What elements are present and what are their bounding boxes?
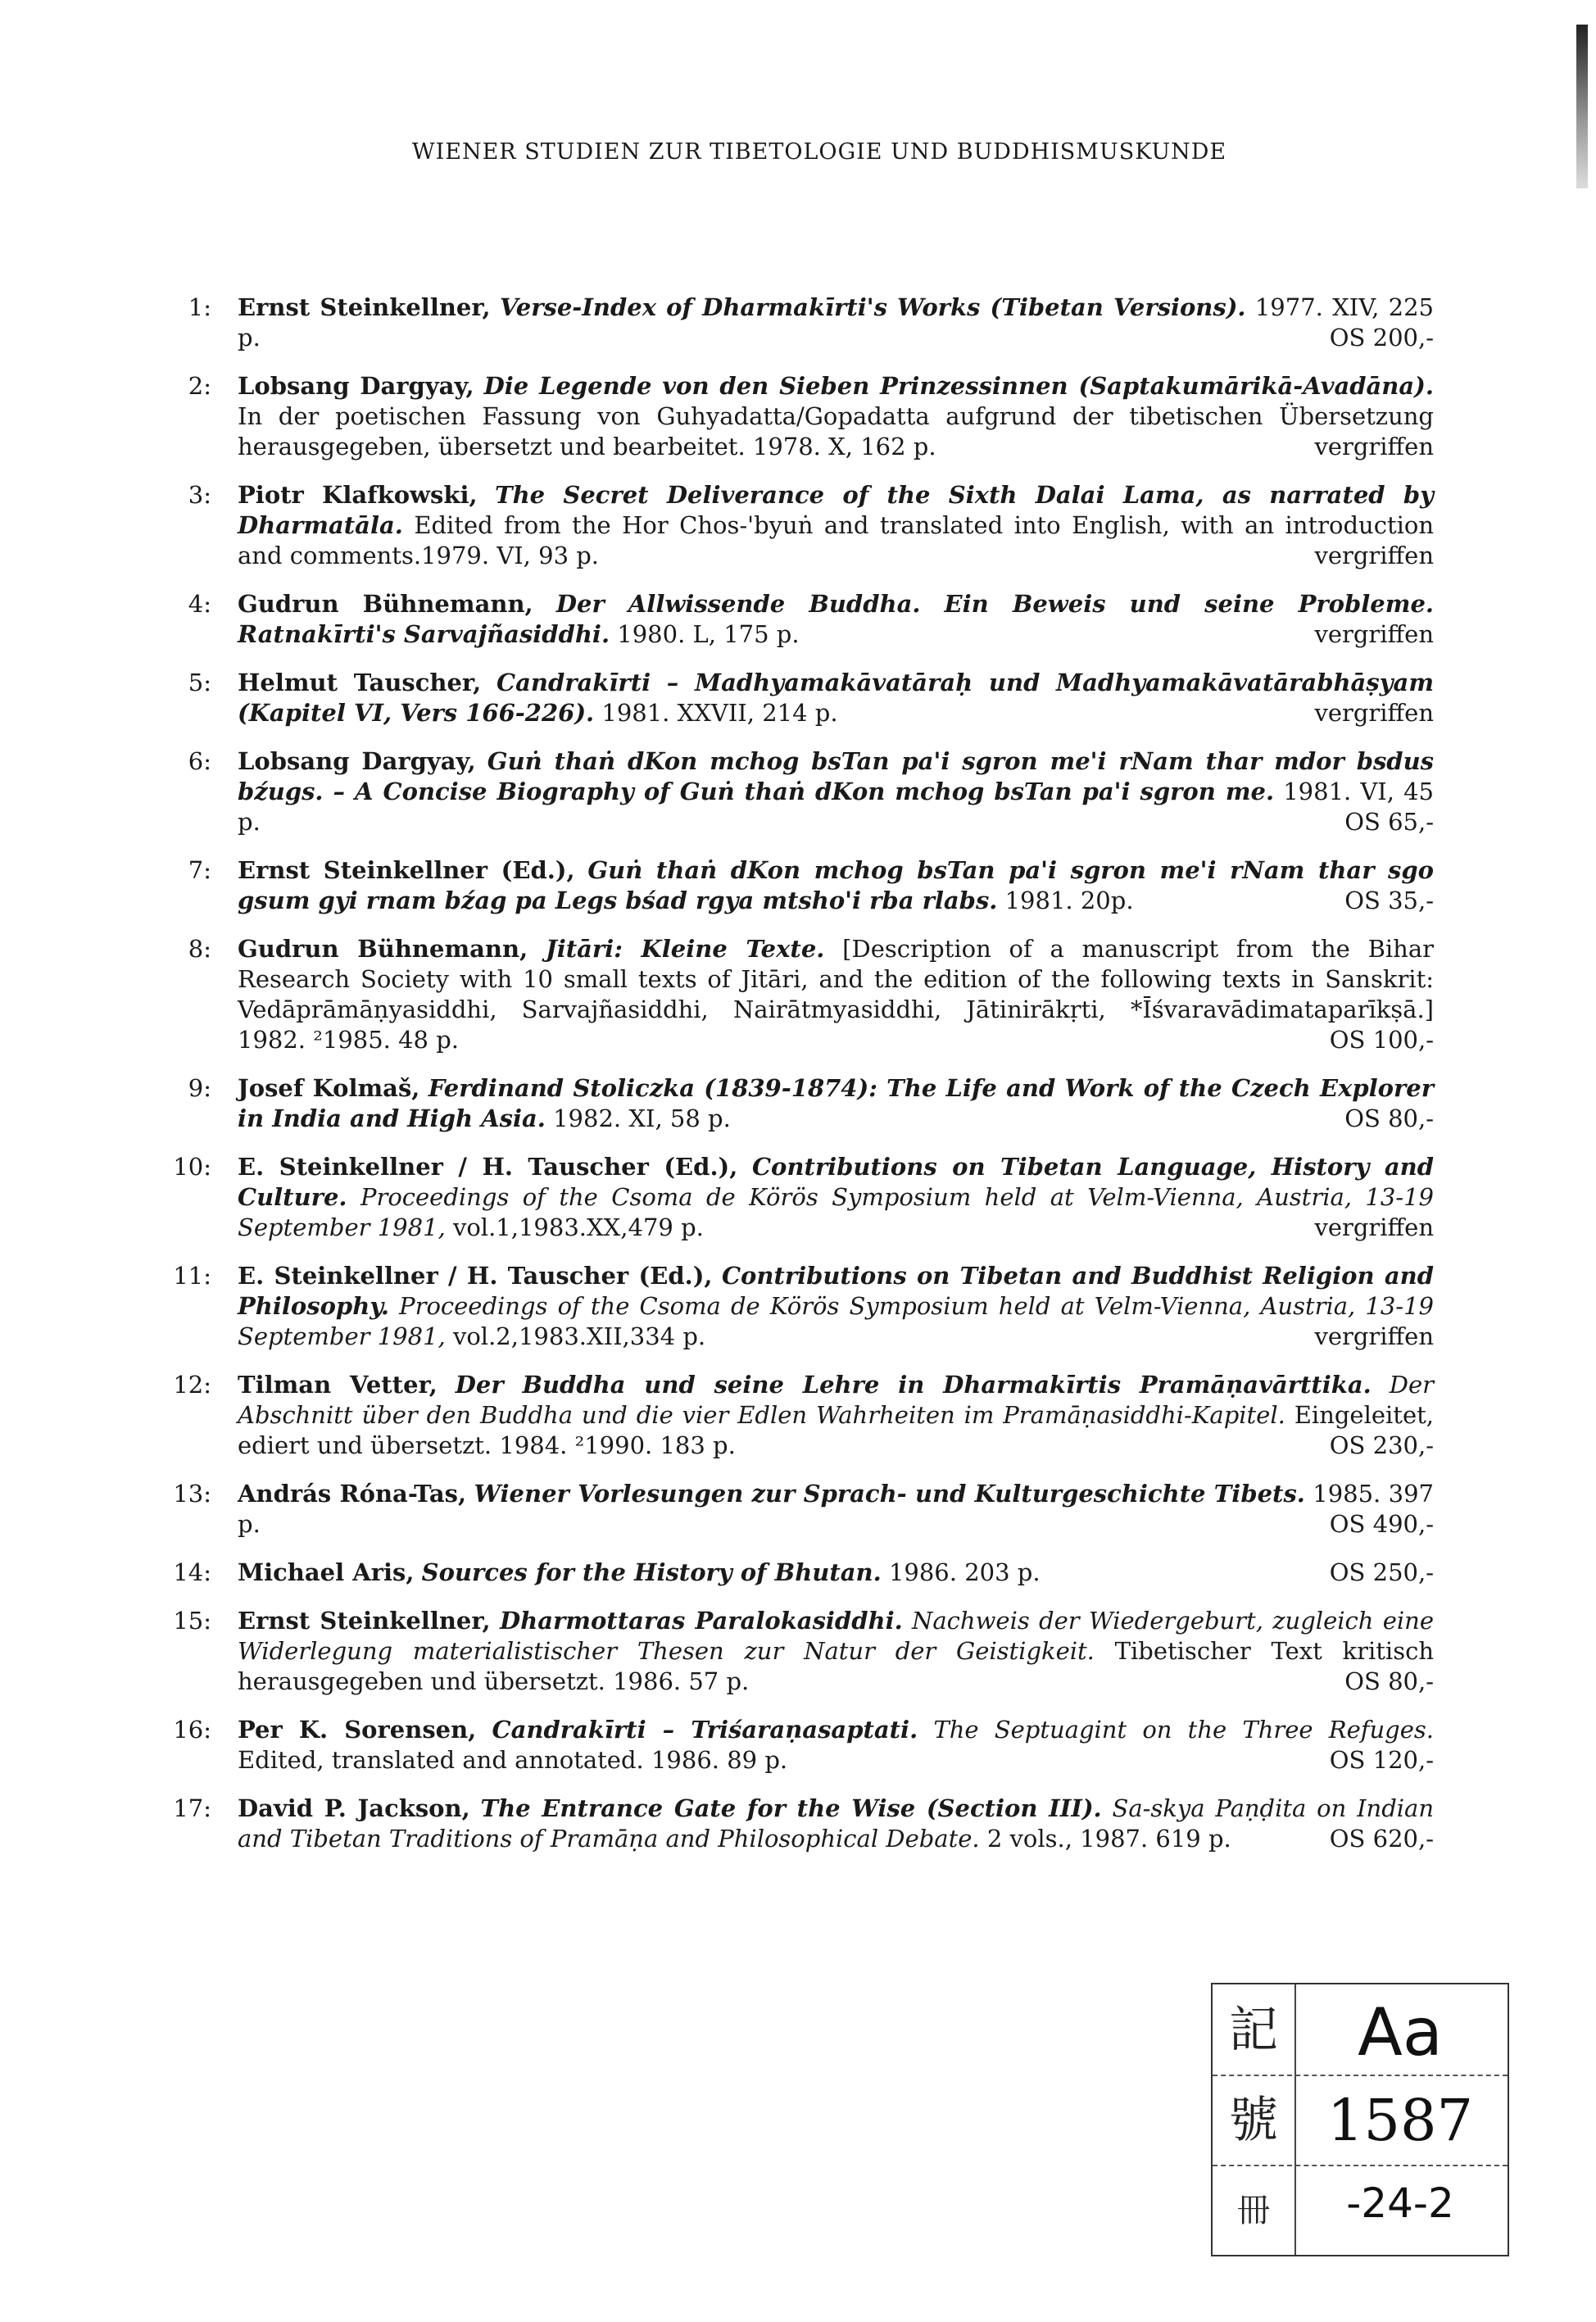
entry-title: Der Allwissende Buddha. Ein Beweis und seine Probleme. Ratnakīrti's Sarvajñasiddhi. <box>238 590 1434 648</box>
entry-description: 2 vols., 1987. 619 p. <box>986 1825 1231 1853</box>
entry-description: 1981. XXVII, 214 p. <box>601 699 838 727</box>
list-item <box>173 1794 1435 1854</box>
entry-description: vol.1,1983.XX,479 p. <box>452 1213 704 1241</box>
entry-text <box>238 668 1434 728</box>
entry-description: Eingeleitet, ediert und übersetzt. 1984. ²1990. 183 p. <box>238 1401 1434 1459</box>
entry-number: 7: <box>188 856 211 884</box>
entry-price: vergriffen <box>1314 433 1434 460</box>
entry-text <box>238 1558 1434 1588</box>
entry-description: 1980. L, 175 p. <box>617 620 800 648</box>
entry-description: 1986. 203 p. <box>888 1558 1041 1586</box>
entry-number: 16: <box>173 1716 211 1744</box>
entry-author: Michael Aris, <box>238 1558 415 1586</box>
entry-title: Wiener Vorlesungen zur Sprach- und Kulturgeschichte Tibets. <box>474 1480 1305 1508</box>
entry-text <box>238 589 1434 650</box>
entry-text <box>238 371 1434 462</box>
list-item <box>188 746 1434 837</box>
entry-subtitle: Nachweis der Wiedergeburt, zugleich eine Widerlegung materialistischer Thesen zur Natur der Geistigkeit. <box>238 1607 1435 1665</box>
entry-author: Gudrun Bühnemann, <box>238 590 533 618</box>
stamp-seal-glyph: 冊 <box>1237 2192 1270 2229</box>
stamp-number: 1587 <box>1326 2087 1474 2154</box>
entry-subtitle: Proceedings of the Csoma de Körös Symposium held at Velm-Vienna, Austria, 13-19 September 1981, <box>238 1183 1435 1241</box>
entry-author: Josef Kolmaš, <box>238 1074 420 1102</box>
entry-title: Die Legende von den Sieben Prinzessinnen (Saptakumārikā-Avadāna). <box>483 372 1434 400</box>
entry-author: Tilman Vetter, <box>238 1371 438 1399</box>
entry-number: 3: <box>188 481 211 509</box>
entry-author: Per K. Sorensen, <box>238 1716 477 1744</box>
entry-title: Jitāri: Kleine Texte. <box>545 935 825 963</box>
entry-price: vergriffen <box>1314 1322 1434 1350</box>
entry-price: OS 100,- <box>1329 1026 1434 1054</box>
entry-title: Guṅ thaṅ dKon mchog bsTan pa'i sgron me'i rNam thar mdor bsdus bźugs. – A Concise Biography of Guṅ thaṅ dKon mchog bsTan pa'i sgron me. <box>238 747 1434 805</box>
entry-subtitle: Sa-skya Paṇḍita on Indian and Tibetan Traditions of Pramāṇa and Philosophical Debate. <box>238 1794 1435 1853</box>
entry-title: Sources for the History of Bhutan. <box>421 1558 882 1586</box>
list-item <box>173 1558 1434 1588</box>
stamp-seal-glyph: 記 <box>1229 2002 1278 2059</box>
entry-description: 1981. 20p. <box>1004 887 1134 914</box>
entry-number: 6: <box>188 747 211 775</box>
entry-text <box>238 1606 1434 1697</box>
entry-number: 5: <box>188 669 211 696</box>
entry-description: Edited, translated and annotated. 1986. 89 p. <box>238 1746 788 1774</box>
list-item <box>188 480 1435 571</box>
entry-title: Candrakīrti – Madhyamakāvatāraḥ und Madhyamakāvatārabhāṣyam (Kapitel VI, Vers 166-226). <box>238 669 1434 727</box>
entry-description: [Description of a manuscript from the Bihar Research Society with 10 small texts of Jitāri, and the edition of the following texts in Sanskrit: Vedāprāmāṇyasiddhi, Sarvajñasiddhi, Nairātmyasiddhi, Jātinirākṛti, *Īśvaravādimataparīkṣā.] 1982. ²1985. 48 p. <box>238 935 1435 1054</box>
entry-price: vergriffen <box>1314 699 1434 727</box>
entry-title: Der Buddha und seine Lehre in Dharmakīrtis Pramāṇavārttika. <box>455 1371 1372 1399</box>
entry-author: David P. Jackson, <box>238 1794 470 1822</box>
list-item <box>188 855 1435 916</box>
publication-list <box>173 293 1435 1872</box>
list-item <box>188 589 1434 650</box>
list-item <box>173 1152 1435 1243</box>
entry-author: Piotr Klafkowski, <box>238 481 478 509</box>
entry-title: Contributions on Tibetan and Buddhist Religion and Philosophy. <box>238 1262 1435 1320</box>
stamp-row-divider <box>1213 2165 1508 2166</box>
entry-author: Lobsang Dargyay, <box>238 372 474 400</box>
list-item <box>188 371 1434 462</box>
entry-author: Helmut Tauscher, <box>238 669 482 696</box>
entry-text <box>238 293 1434 353</box>
entry-number: 12: <box>173 1371 211 1399</box>
entry-subtitle: The Septuagint on the Three Refuges. <box>933 1716 1435 1744</box>
entry-text <box>238 1152 1434 1243</box>
entry-title: Contributions on Tibetan Language, History and Culture. <box>238 1153 1435 1211</box>
entry-number: 10: <box>173 1153 211 1181</box>
entry-text <box>238 855 1434 916</box>
entry-price: OS 250,- <box>1329 1558 1434 1586</box>
list-item <box>188 1073 1435 1134</box>
entry-title: Verse-Index of Dharmakīrti's Works (Tibetan Versions). <box>499 293 1246 321</box>
list-item <box>173 1479 1434 1540</box>
stamp-seal-glyph: 號 <box>1229 2092 1278 2149</box>
entry-price: OS 80,- <box>1344 1104 1434 1132</box>
entry-author: Gudrun Bühnemann, <box>238 935 528 963</box>
entry-subtitle: Der Abschnitt über den Buddha und die vier Edlen Wahrheiten im Pramāṇasiddhi-Kapitel. <box>238 1371 1435 1429</box>
list-item <box>188 293 1435 353</box>
series-title: WIENER STUDIEN ZUR TIBETOLOGIE UND BUDDHISMUSKUNDE <box>411 139 1227 165</box>
entry-price: OS 230,- <box>1329 1431 1434 1459</box>
entry-author: E. Steinkellner / H. Tauscher (Ed.), <box>238 1262 713 1290</box>
entry-author: Lobsang Dargyay, <box>238 747 476 775</box>
entry-text <box>238 1715 1434 1776</box>
library-stamp <box>1211 1983 1509 2256</box>
entry-number: 15: <box>173 1607 211 1635</box>
list-item <box>188 668 1434 728</box>
entry-price: vergriffen <box>1314 620 1434 648</box>
list-item <box>173 1715 1435 1776</box>
entry-title: Dharmottaras Paralokasiddhi. <box>499 1607 903 1635</box>
entry-number: 13: <box>173 1480 211 1508</box>
stamp-divider <box>1294 1984 1296 2255</box>
entry-text <box>238 480 1434 571</box>
entry-description: 1985. 397 p. <box>238 1480 1434 1538</box>
entry-number: 9: <box>188 1074 211 1102</box>
entry-title: Guṅ thaṅ dKon mchog bsTan pa'i sgron me'i rNam thar sgo gsum gyi rnam bźag pa Legs bśad rgya mtsho'i rba rlabs. <box>238 856 1435 914</box>
entry-description: 1981. VI, 45 p. <box>238 778 1434 836</box>
entry-text <box>238 1794 1434 1854</box>
entry-description: In der poetischen Fassung von Guhyadatta/Gopadatta aufgrund der tibetischen Übersetzung herausgegeben, übersetzt und bearbeitet. 1978. X, 162 p. <box>238 402 1434 460</box>
stamp-row-divider <box>1213 2075 1508 2076</box>
entry-title: Candrakīrti – Triśaraṇasaptati. <box>492 1716 918 1744</box>
entry-description: vol.2,1983.XII,334 p. <box>452 1322 706 1350</box>
entry-price: OS 120,- <box>1329 1746 1434 1774</box>
entry-description: Tibetischer Text kritisch herausgegeben und übersetzt. 1986. 57 p. <box>238 1637 1434 1695</box>
entry-number: 17: <box>173 1794 211 1822</box>
entry-price: OS 65,- <box>1344 808 1434 836</box>
list-item <box>173 1370 1435 1461</box>
stamp-volume: -24-2 <box>1346 2179 1454 2227</box>
entry-text <box>238 934 1434 1055</box>
entry-price: OS 80,- <box>1344 1667 1434 1695</box>
entry-number: 11: <box>173 1262 211 1290</box>
entry-price: vergriffen <box>1314 542 1434 569</box>
entry-author: E. Steinkellner / H. Tauscher (Ed.), <box>238 1153 738 1181</box>
entry-price: OS 620,- <box>1329 1825 1434 1853</box>
entry-description: Edited from the Hor Chos-'byuṅ and translated into English, with an introduction and comments.1979. VI, 93 p. <box>238 511 1435 569</box>
entry-price: OS 490,- <box>1329 1510 1434 1538</box>
entry-number: 2: <box>188 372 211 400</box>
entry-text <box>238 1073 1434 1134</box>
entry-text <box>238 1261 1434 1352</box>
entry-price: OS 35,- <box>1344 887 1434 914</box>
entry-number: 8: <box>188 935 211 963</box>
entry-title: The Secret Deliverance of the Sixth Dalai Lama, as narrated by Dharmatāla. <box>238 481 1434 539</box>
entry-author: Ernst Steinkellner, <box>238 1607 491 1635</box>
entry-description: 1977. XIV, 225 p. <box>238 293 1435 351</box>
list-item <box>173 1261 1435 1352</box>
entry-text <box>238 1479 1434 1540</box>
list-item <box>173 1606 1435 1697</box>
stamp-shelfmark: Aa <box>1358 1994 1443 2070</box>
entry-price: vergriffen <box>1314 1213 1434 1241</box>
entry-text <box>238 746 1434 837</box>
entry-number: 1: <box>188 293 211 321</box>
entry-title: The Entrance Gate for the Wise (Section III). <box>480 1794 1102 1822</box>
entry-title: Ferdinand Stoliczka (1839-1874): The Life and Work of the Czech Explorer in India and High Asia. <box>238 1074 1435 1132</box>
entry-author: András Róna-Tas, <box>238 1480 467 1508</box>
entry-number: 4: <box>188 590 211 618</box>
entry-author: Ernst Steinkellner (Ed.), <box>238 856 575 884</box>
entry-author: Ernst Steinkellner, <box>238 293 491 321</box>
entry-price: OS 200,- <box>1329 324 1434 351</box>
entry-text <box>238 1370 1434 1461</box>
entry-subtitle: Proceedings of the Csoma de Körös Symposium held at Velm-Vienna, Austria, 13-19 September 1981, <box>238 1292 1434 1350</box>
entry-number: 14: <box>173 1558 211 1586</box>
entry-description: 1982. XI, 58 p. <box>553 1104 731 1132</box>
list-item <box>188 934 1435 1055</box>
